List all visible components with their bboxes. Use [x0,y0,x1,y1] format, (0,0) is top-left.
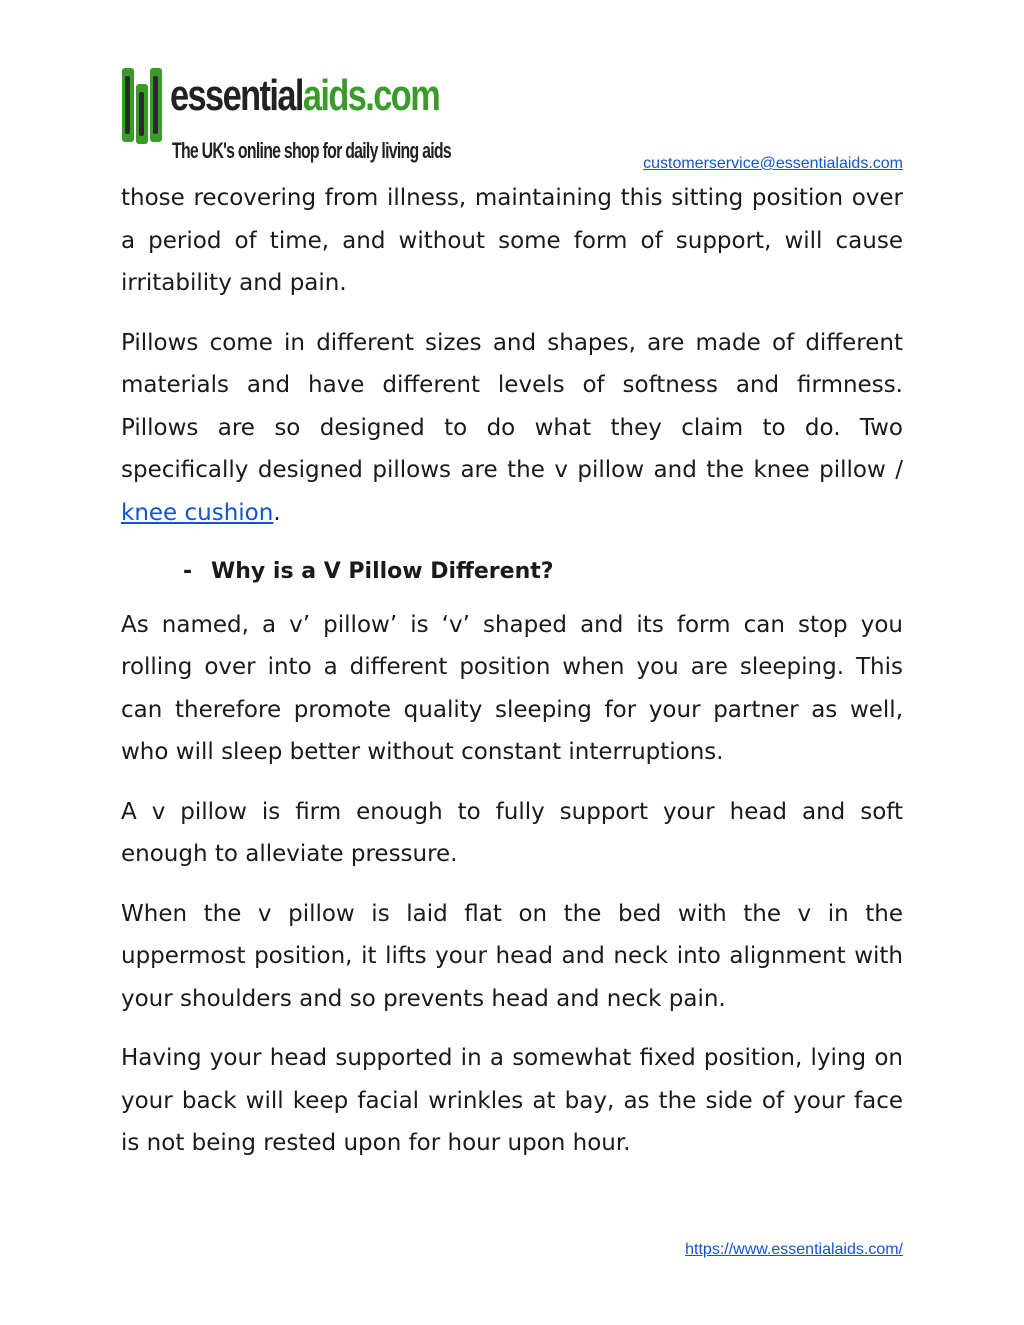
site-logo[interactable] [120,60,451,170]
heading-text: Why is a V Pillow Different? [211,559,554,584]
logo-wordmark [170,71,440,120]
logo-wordmark-part2: aids.com [302,71,440,120]
footer-url-link[interactable]: https://www.essentialaids.com/ [685,1241,903,1258]
paragraph-pillows-end: . [273,499,281,526]
knee-cushion-link[interactable]: knee cushion [121,499,274,526]
logo-wordmark-part1: essential [170,71,303,120]
paragraph-alignment: When the v pillow is laid flat on the bed with the v in the uppermost position, it lifts your head and neck into alignment with your shoulders and so prevents head and neck pain. [121,900,903,1012]
paragraph-firm: A v pillow is firm enough to fully support your head and soft enough to alleviate pressure. [121,798,903,867]
email-link[interactable]: customerservice@essentialaids.com [643,155,903,172]
logo-tagline: The UK's online shop for daily living aids [172,138,451,163]
paragraph-pillows [121,322,903,535]
paragraph-wrinkles: Having your head supported in a somewhat fixed position, lying on your back will keep facial wrinkles at bay, as the side of your face is not being rested upon for hour upon hour. [121,1045,903,1156]
logo-mark-icon [120,62,164,152]
paragraph-pillows-text: Pillows come in different sizes and shapes, are made of different materials and have different levels of softness and firmness. Pillows are so designed to do what they claim to do. Two specifically designed pillows are the v pillow and the knee pillow / [121,329,903,483]
article-body [121,177,903,1182]
section-heading [121,551,903,594]
paragraph-recovering: those recovering from illness, maintaining this sitting position over a period of time, and without some form of support, will cause irritability and pain. [121,185,903,296]
heading-bullet: - [183,559,193,584]
paragraph-v-shape: As named, a v’ pillow’ is ‘v’ shaped and its form can stop you rolling over into a different position when you are sleeping. This can therefore promote quality sleeping for your partner as well, who will sleep better without constant interruptions. [121,611,903,765]
